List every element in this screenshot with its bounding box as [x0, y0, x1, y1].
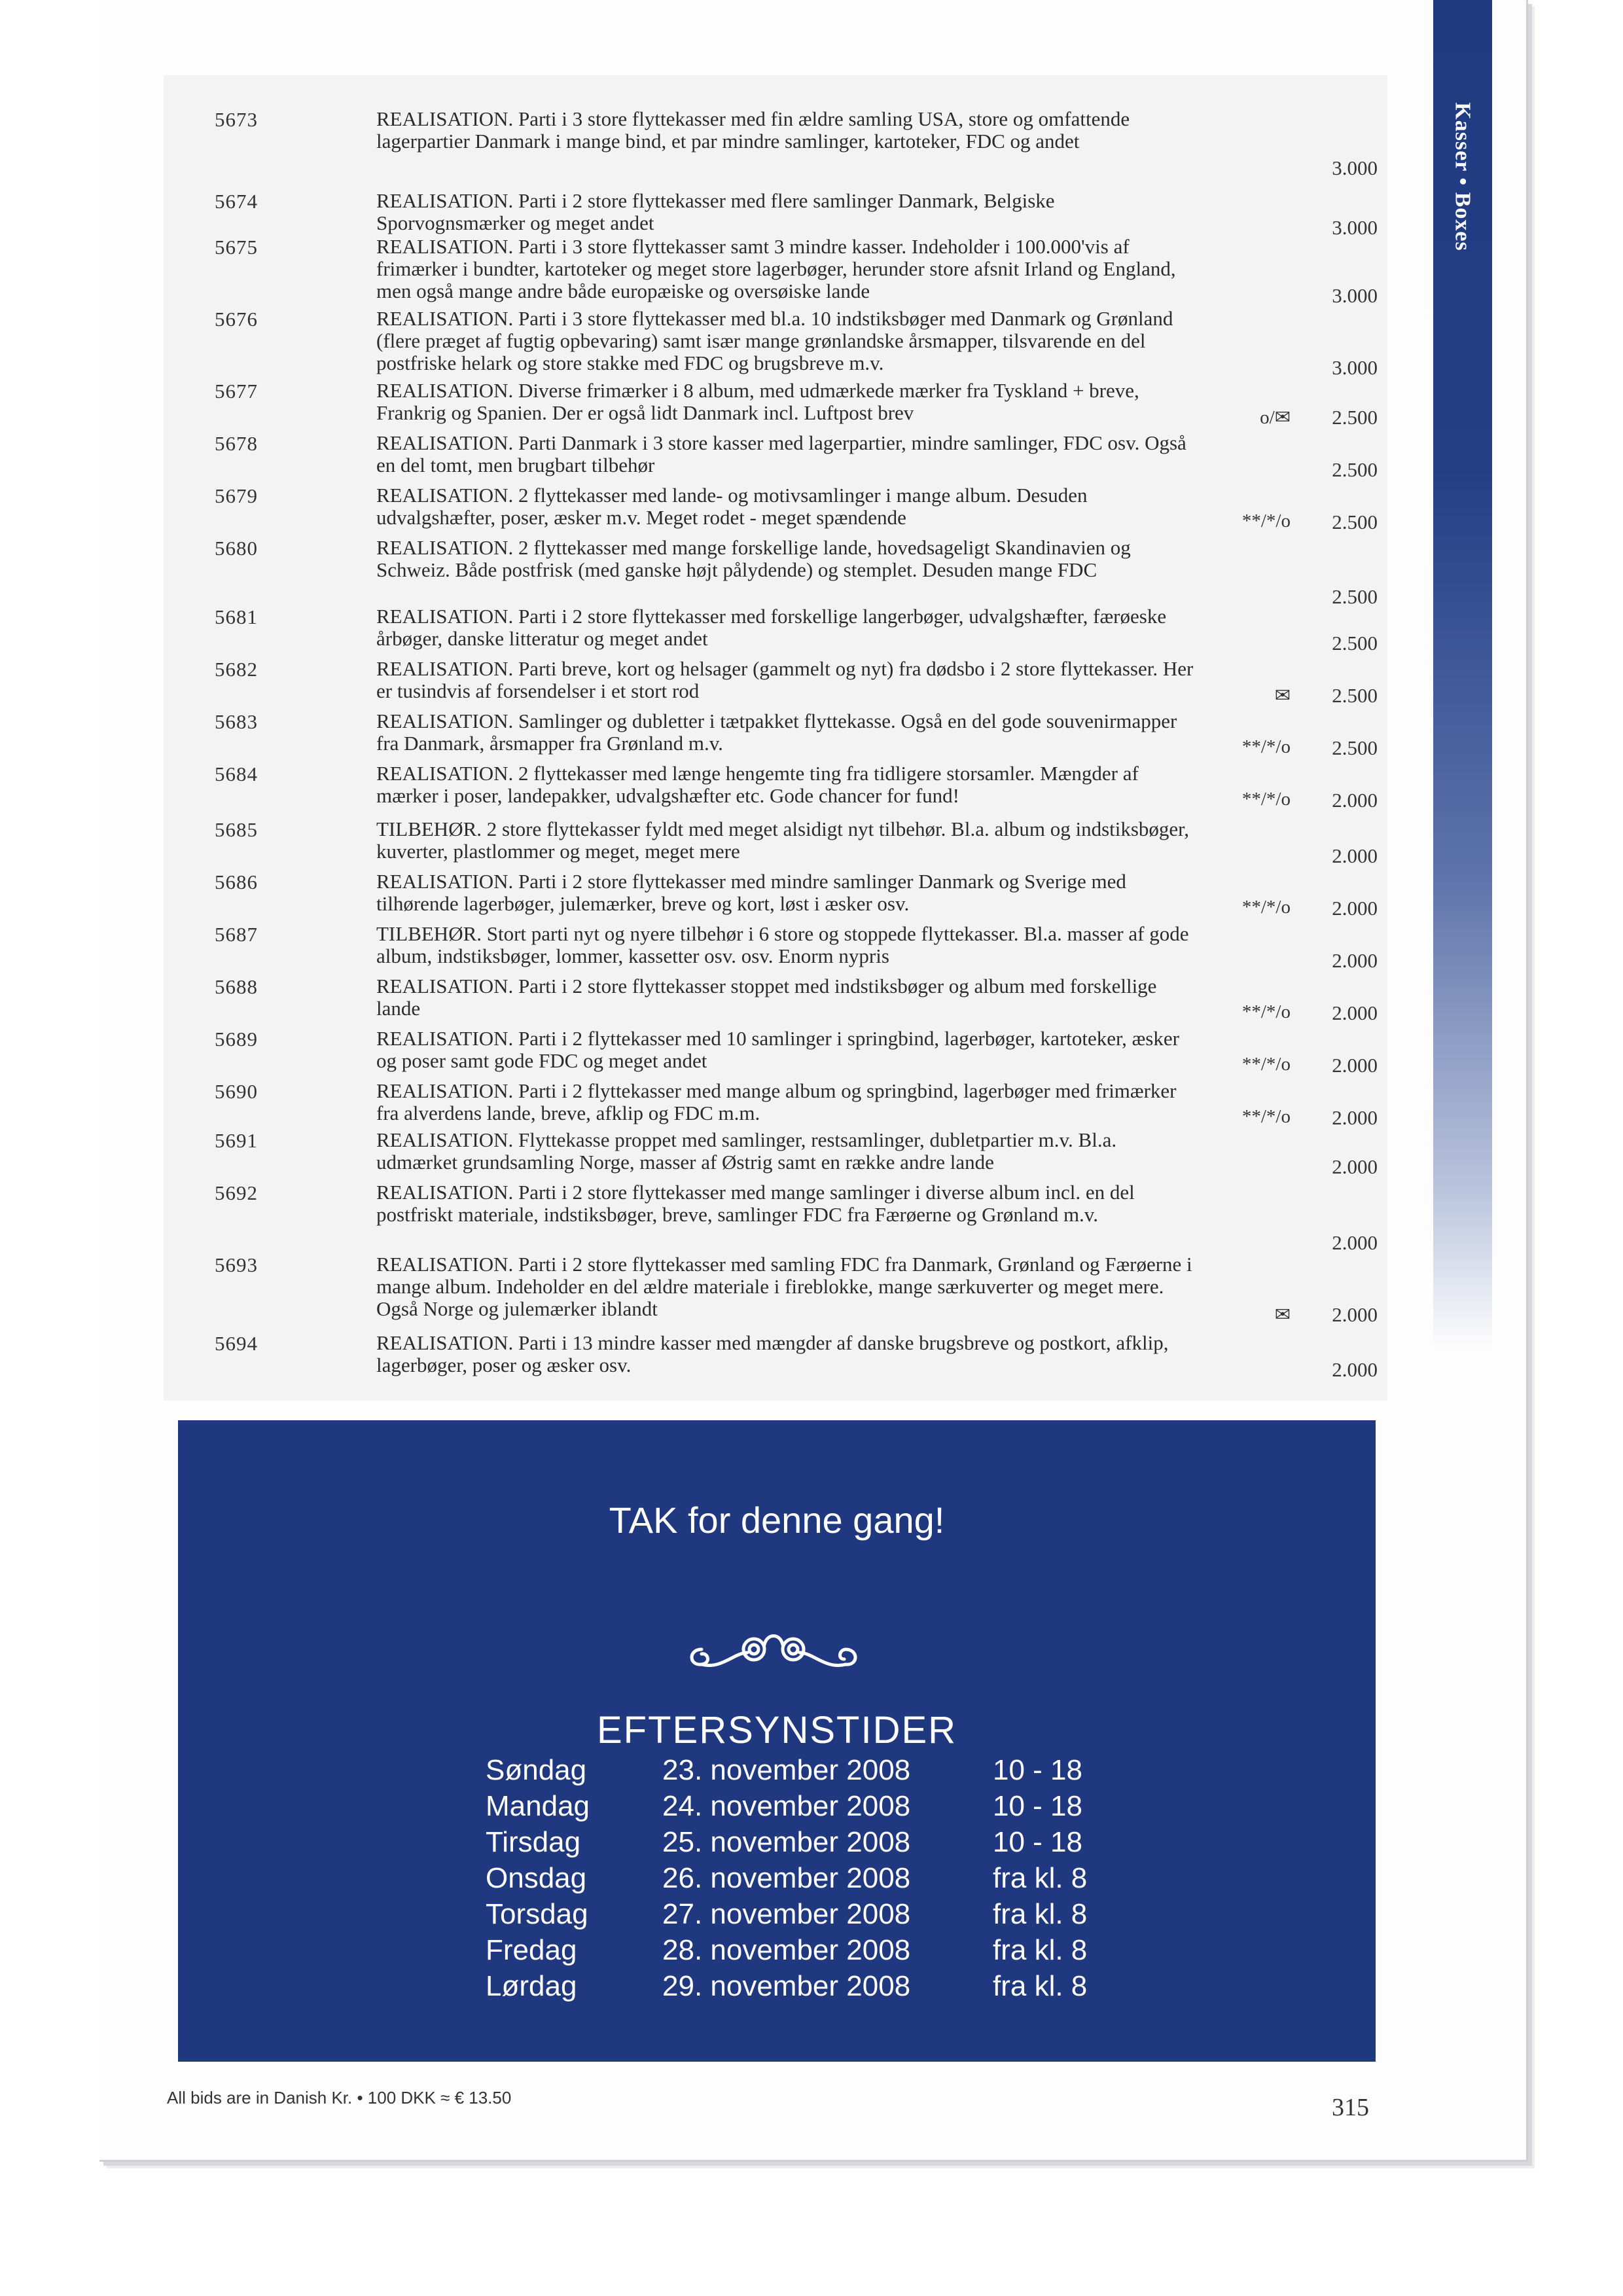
lot-number: 5689: [215, 1028, 258, 1050]
lot-condition: **/*/o: [1241, 736, 1291, 757]
schedule-time: 10 - 18: [993, 1754, 1082, 1786]
schedule-date: 28. november 2008: [662, 1934, 911, 1966]
lot-price: 3.000: [1332, 216, 1378, 239]
lot-price: 2.000: [1332, 1303, 1378, 1326]
lot-description: REALISATION. Parti i 2 flyttekasser med 10 samlinger i springbind, lagerbøger, kartoteker, æsker og poser samt gode FDC og meget andet: [376, 1027, 1179, 1072]
lot-price: 2.500: [1332, 511, 1378, 533]
lot-price: 2.000: [1332, 949, 1378, 972]
lot-number: 5683: [215, 710, 258, 733]
schedule-day: Lørdag: [486, 1970, 577, 2002]
lot-number: 5690: [215, 1080, 258, 1103]
lot-number: 5694: [215, 1332, 258, 1355]
schedule-row: [178, 1826, 1376, 1862]
lot-price: 3.000: [1332, 356, 1378, 379]
lot-description: REALISATION. Parti i 3 store flyttekasser med bl.a. 10 indstiksbøger med Danmark og Grønland (flere præget af fugtig opbevaring) samt især mange grønlandske årsmapper, tilsvarende en del postfriske helark og store stakke med FDC og brugsbreve m.v.: [376, 307, 1173, 374]
lot-number: 5688: [215, 975, 258, 998]
lot-price: 3.000: [1332, 156, 1378, 179]
schedule-date: 23. november 2008: [662, 1754, 911, 1786]
lot-description: REALISATION. Parti i 13 mindre kasser med mængder af danske brugsbreve og postkort, afklip, lagerbøger, poser og æsker osv.: [376, 1331, 1169, 1376]
thanks-heading: TAK for denne gang!: [609, 1499, 945, 1541]
schedule-row: [178, 1790, 1376, 1826]
lot-condition: **/*/o: [1241, 789, 1291, 810]
lot-condition: ✉: [1274, 685, 1291, 706]
schedule-row: [178, 1862, 1376, 1898]
lot-number: 5679: [215, 484, 258, 507]
lot-description: REALISATION. Diverse frimærker i 8 album, med udmærkede mærker fra Tyskland + breve, Frankrig og Spanien. Der er også lidt Danmark incl. Luftpost brev: [376, 379, 1139, 424]
lot-description: REALISATION. Parti i 2 store flyttekasser med mange samlinger i diverse album incl. en del postfriskt materiale, indstiksbøger, breve, samlinger FDC fra Færøerne og Grønland m.v.: [376, 1181, 1135, 1226]
lot-description: REALISATION. 2 flyttekasser med mange forskellige lande, hovedsageligt Skandinavien og Schweiz. Både postfrisk (med ganske højt pålydende) og stemplet. Desuden mange FDC: [376, 536, 1131, 581]
schedule-time: fra kl. 8: [993, 1970, 1088, 2002]
lot-condition: **/*/o: [1241, 1106, 1291, 1127]
lot-condition: **/*/o: [1241, 897, 1291, 918]
footer-note: All bids are in Danish Kr. • 100 DKK ≈ € 13.50: [167, 2088, 512, 2108]
lot-price: 2.500: [1332, 406, 1378, 429]
schedule-time: fra kl. 8: [993, 1898, 1088, 1930]
lot-number: 5693: [215, 1253, 258, 1276]
lot-price: 3.000: [1332, 284, 1378, 307]
lot-condition: o/✉: [1260, 407, 1291, 428]
lot-price: 2.000: [1332, 1001, 1378, 1024]
page-number: 315: [1332, 2094, 1369, 2121]
schedule-date: 29. november 2008: [662, 1970, 911, 2002]
schedule-day: Fredag: [486, 1934, 577, 1966]
lot-description: TILBEHØR. Stort parti nyt og nyere tilbehør i 6 store og stoppede flyttekasser. Bl.a. masser af gode album, indstiksbøger, lommer, kassetter osv. osv. Enorm nypris: [376, 922, 1189, 967]
inspection-title: EFTERSYNSTIDER: [596, 1709, 957, 1751]
flourish-ornament-icon: [675, 1613, 872, 1679]
lot-number: 5678: [215, 432, 258, 455]
lot-description: REALISATION. Flyttekasse proppet med samlinger, restsamlinger, dubletpartier m.v. Bl.a. udmærket grundsamling Norge, masser af Østrig samt en række andre lande: [376, 1128, 1117, 1174]
lot-description: REALISATION. Parti i 3 store flyttekasser samt 3 mindre kasser. Indeholder i 100.000'vis af frimærker i bundter, kartoteker og meget store lagerbøger, herunder store afsnit Irland og England, men også mange andre både europæiske og oversøiske lande: [376, 235, 1176, 302]
lot-price: 2.000: [1332, 1106, 1378, 1129]
schedule-day: Torsdag: [486, 1898, 588, 1930]
schedule-day: Søndag: [486, 1754, 587, 1786]
lot-number: 5684: [215, 762, 258, 785]
lot-number: 5686: [215, 870, 258, 893]
lot-price: 2.000: [1332, 897, 1378, 920]
lot-number: 5680: [215, 537, 258, 560]
lot-description: REALISATION. Parti i 2 store flyttekasser med forskellige langerbøger, udvalgshæfter, færøeske årbøger, danske litteratur og meget andet: [376, 605, 1167, 650]
lot-condition: **/*/o: [1241, 511, 1291, 531]
lot-number: 5687: [215, 923, 258, 946]
schedule-date: 24. november 2008: [662, 1790, 911, 1822]
lot-number: 5676: [215, 308, 258, 331]
lot-price: 2.500: [1332, 736, 1378, 759]
lot-description: REALISATION. 2 flyttekasser med lande- og motivsamlinger i mange album. Desuden udvalgshæfter, poser, æsker m.v. Meget rodet - meget spændende: [376, 484, 1088, 529]
schedule-time: 10 - 18: [993, 1826, 1082, 1858]
lot-description: REALISATION. Parti i 2 store flyttekasser stoppet med indstiksbøger og album med forskellige lande: [376, 975, 1157, 1020]
lot-number: 5685: [215, 818, 258, 841]
lot-condition: ✉: [1274, 1304, 1291, 1325]
lot-description: REALISATION. Parti breve, kort og helsager (gammelt og nyt) fra dødsbo i 2 store flyttekasser. Her er tusindvis af forsendelser i et stort rod: [376, 657, 1194, 702]
lot-description: REALISATION. Parti i 2 store flyttekasser med samling FDC fra Danmark, Grønland og Færøerne i mange album. Indeholder en del ældre materiale i fireblokke, mange særkuverter og meget mere. Også Norge og julemærker iblandt: [376, 1253, 1192, 1320]
lot-number: 5692: [215, 1181, 258, 1204]
inspection-banner: [178, 1420, 1376, 2062]
schedule-date: 27. november 2008: [662, 1898, 911, 1930]
schedule-time: 10 - 18: [993, 1790, 1082, 1822]
lot-number: 5691: [215, 1129, 258, 1152]
schedule-day: Mandag: [486, 1790, 590, 1822]
section-label-text: Kasser • Boxes: [1451, 102, 1476, 251]
schedule-day: Onsdag: [486, 1862, 587, 1894]
schedule-row: [178, 1898, 1376, 1934]
lot-description: REALISATION. Parti i 2 store flyttekasser med mindre samlinger Danmark og Sverige med tilhørende lagerbøger, julemærker, breve og kort, løst i æsker osv.: [376, 870, 1126, 915]
lot-condition: **/*/o: [1241, 1001, 1291, 1022]
lot-price: 2.000: [1332, 1155, 1378, 1178]
lot-price: 2.500: [1332, 458, 1378, 481]
schedule-time: fra kl. 8: [993, 1862, 1088, 1894]
lot-price: 2.000: [1332, 1231, 1378, 1254]
lot-price: 2.000: [1332, 844, 1378, 867]
lot-price: 2.500: [1332, 684, 1378, 707]
schedule-date: 25. november 2008: [662, 1826, 911, 1858]
lot-description: REALISATION. Parti Danmark i 3 store kasser med lagerpartier, mindre samlinger, FDC osv. Også en del tomt, men brugbart tilbehør: [376, 431, 1186, 476]
lot-description: TILBEHØR. 2 store flyttekasser fyldt med meget alsidigt nyt tilbehør. Bl.a. album og indstiksbøger, kuverter, plastlommer og meget, meget mere: [376, 817, 1190, 863]
lot-description: REALISATION. Parti i 2 store flyttekasser med flere samlinger Danmark, Belgiske Sporvognsmærker og meget andet: [376, 189, 1055, 234]
lot-description: REALISATION. Parti i 2 flyttekasser med mange album og springbind, lagerbøger med frimærker fra alverdens lande, breve, afklip og FDC m.m.: [376, 1079, 1177, 1124]
lot-number: 5675: [215, 236, 258, 259]
lot-number: 5677: [215, 380, 258, 403]
lot-description: REALISATION. Parti i 3 store flyttekasser med fin ældre samling USA, store og omfattende lagerpartier Danmark i mange bind, et par mindre samlinger, kartoteker, FDC og andet: [376, 107, 1130, 152]
schedule-date: 26. november 2008: [662, 1862, 911, 1894]
lot-description: REALISATION. Samlinger og dubletter i tætpakket flyttekasse. Også en del gode souvenirmapper fra Danmark, årsmapper fra Grønland m.v.: [376, 709, 1177, 755]
schedule-row: [178, 1970, 1376, 2006]
section-label: [1435, 79, 1490, 275]
lot-price: 2.000: [1332, 789, 1378, 812]
lot-number: 5682: [215, 658, 258, 681]
lot-price: 2.500: [1332, 632, 1378, 655]
lot-condition: **/*/o: [1241, 1054, 1291, 1075]
lot-price: 2.500: [1332, 585, 1378, 608]
lot-price: 2.000: [1332, 1358, 1378, 1381]
schedule-day: Tirsdag: [486, 1826, 581, 1858]
lot-number: 5673: [215, 108, 258, 131]
lot-number: 5681: [215, 605, 258, 628]
schedule-time: fra kl. 8: [993, 1934, 1088, 1966]
lot-price: 2.000: [1332, 1054, 1378, 1077]
schedule-row: [178, 1754, 1376, 1790]
lot-description: REALISATION. 2 flyttekasser med længe hengemte ting fra tidligere storsamler. Mængder af mærker i poser, landepakker, udvalgshæfter etc. Gode chancer for fund!: [376, 762, 1139, 807]
lot-number: 5674: [215, 190, 258, 213]
schedule-row: [178, 1934, 1376, 1970]
